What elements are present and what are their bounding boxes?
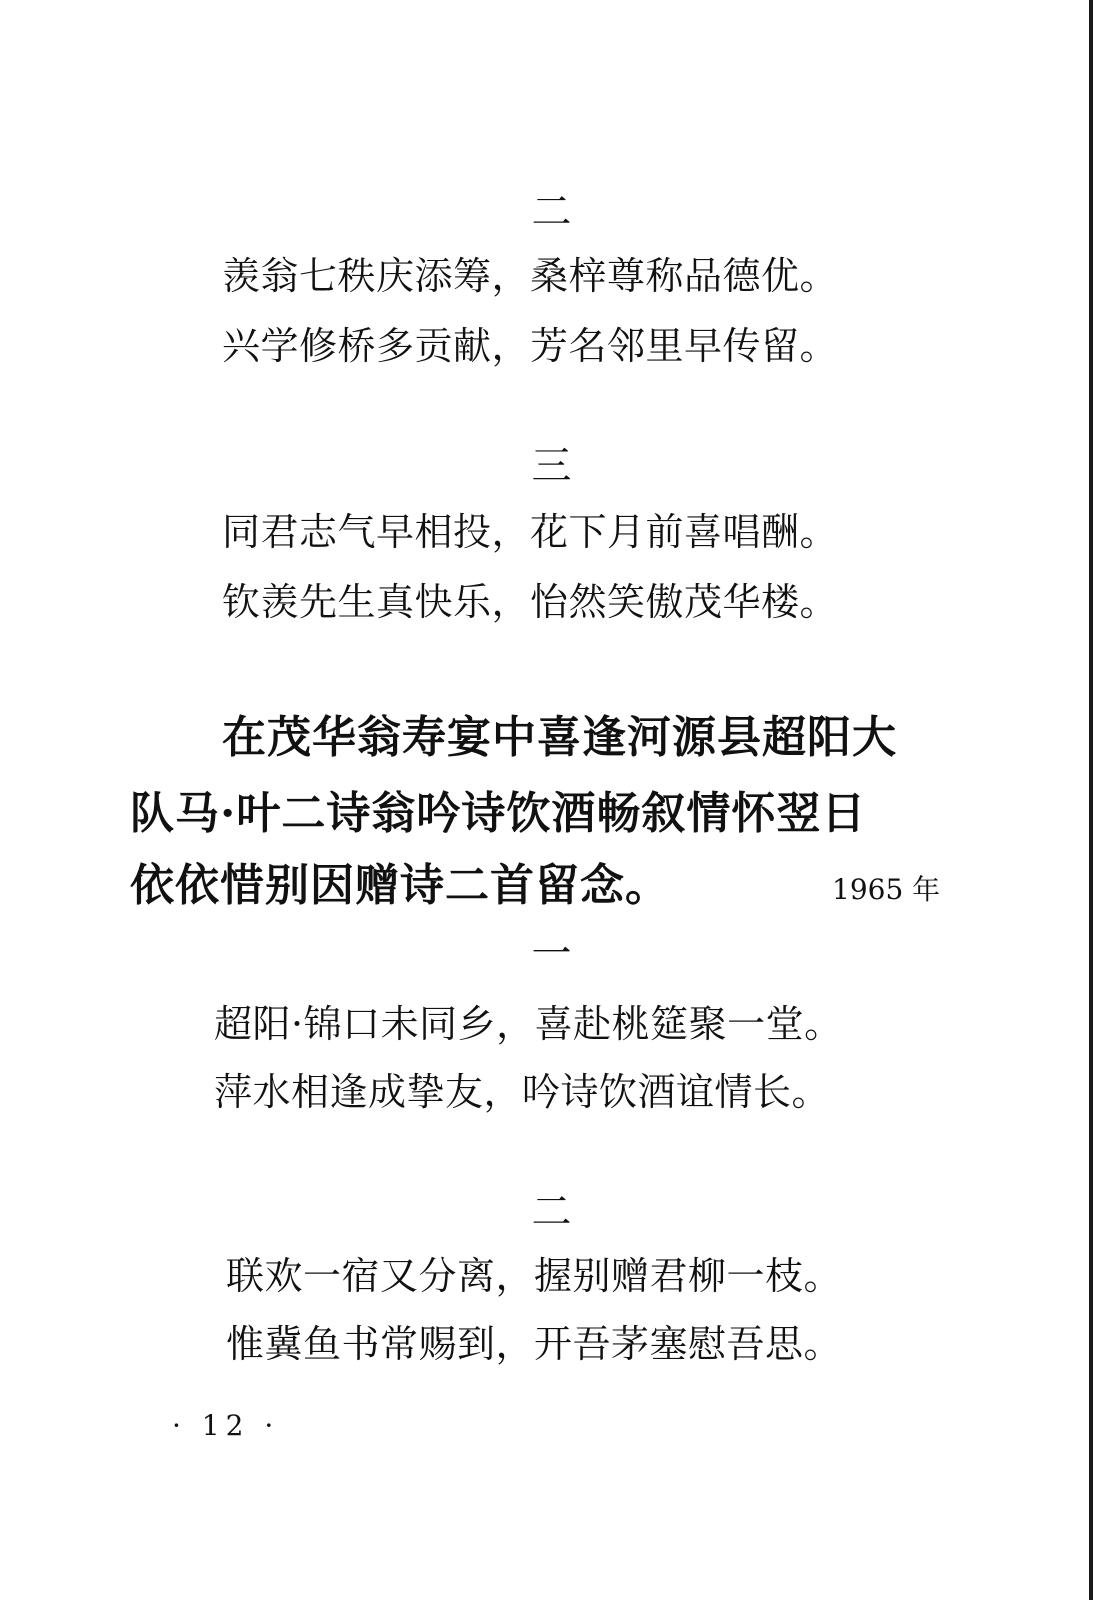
verse-line: 羡翁七秩庆添筹，桑梓尊称品德优。 [222,254,839,298]
verse-line: 惟冀鱼书常赐到，开吾茅塞慰吾思。 [226,1322,843,1366]
verse-line: 同君志气早相投，花下月前喜唱酬。 [222,510,839,554]
poem-numeral: 二 [531,1189,572,1235]
page-number: · 12 · [172,1409,280,1442]
verse-line: 超阳·锦口未同乡，喜赴桃筵聚一堂。 [214,1002,843,1046]
verse-line: 联欢一宿又分离，握别赠君柳一枝。 [226,1254,843,1298]
verse-line: 钦羡先生真快乐，怡然笑傲茂华楼。 [222,580,839,624]
verse-line: 萍水相逢成挚友，吟诗饮酒谊情长。 [214,1070,831,1114]
poem-numeral: 一 [531,931,572,977]
verse-line: 兴学修桥多贡献，芳名邻里早传留。 [222,324,839,368]
poem-numeral: 二 [531,189,572,235]
poem-year: 1965 年 [832,873,941,906]
poem-title-line: 队马·叶二诗翁吟诗饮酒畅叙情怀翌日 [130,788,867,839]
poem-numeral: 三 [531,443,572,489]
page-edge-line [1089,0,1093,1600]
poem-title-line: 依依惜别因赠诗二首留念。 [130,860,670,911]
poem-title-line: 在茂华翁寿宴中喜逢河源县超阳大 [222,712,897,763]
